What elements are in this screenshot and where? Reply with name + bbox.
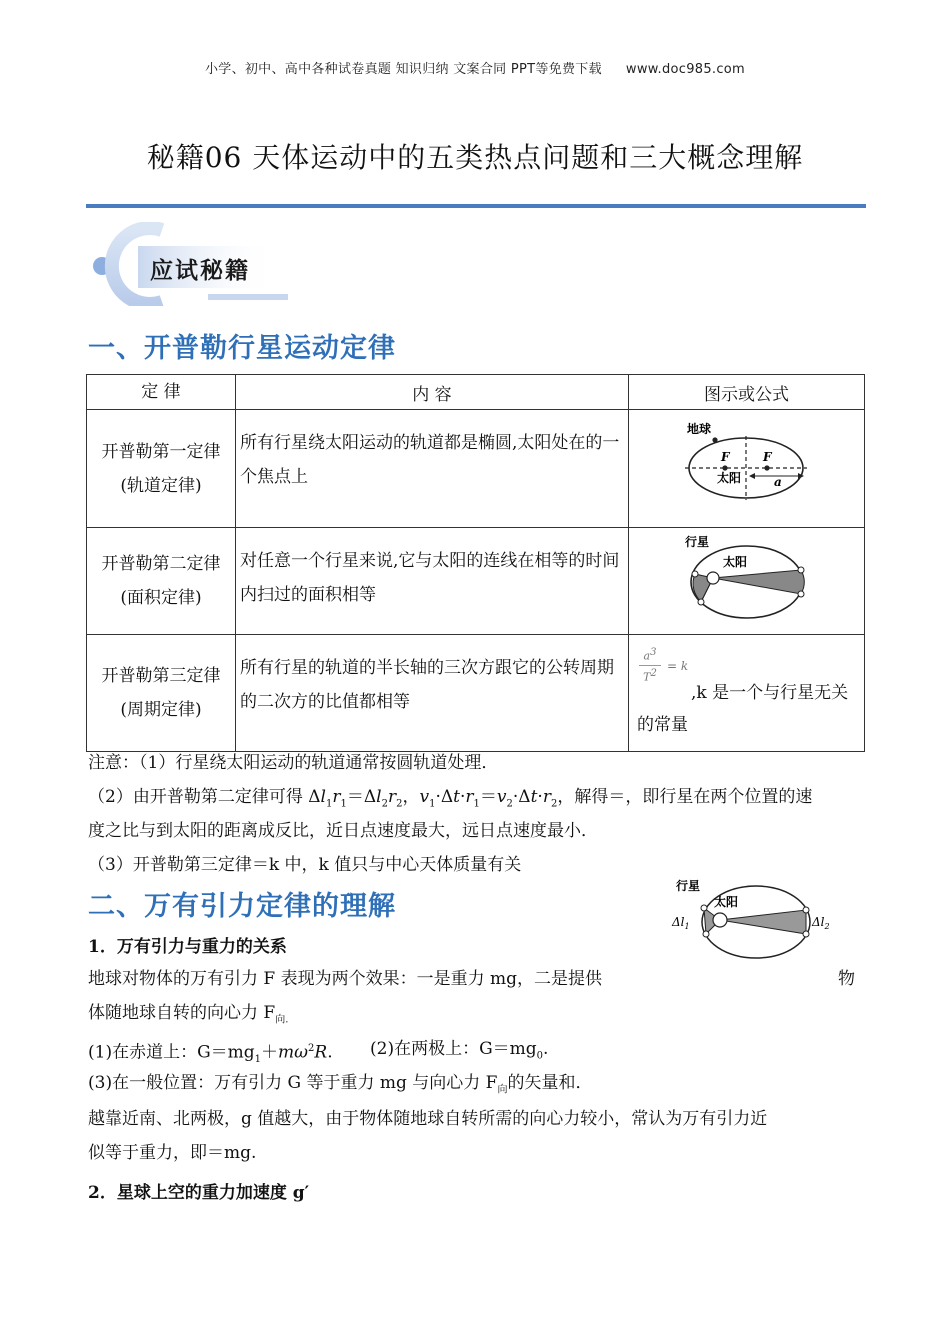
note-2-equation: $\Delta l_1r_1=\Delta l_2r_2$，$v_1\cdot\Delta t\cdot r_1=v_2\cdot\Delta t\cdot r_2$ <box>308 787 558 810</box>
law-content: 对任意一个行星来说,它与太阳的连线在相等的时间内扫过的面积相等 <box>235 528 628 635</box>
site-header-note <box>0 58 950 77</box>
table-header-figure: 图示或公式 <box>629 375 865 410</box>
planet-dot-icon <box>698 599 704 605</box>
paragraph-4: 越靠近南、北两极，g 值越大，由于物体随地球自转所需的向心力较小，常认为万有引力近 <box>88 1109 768 1129</box>
planet-dot-icon <box>803 931 809 937</box>
section2-heading: 二、万有引力定律的理解 <box>88 891 396 922</box>
planet-dot-icon <box>701 905 707 911</box>
sun-label: 太阳 <box>717 471 742 485</box>
table-header-content: 内 容 <box>235 375 628 410</box>
header-url[interactable]: www.doc985.com <box>625 62 746 77</box>
paragraph-1-tail: 物 <box>838 969 855 989</box>
law-name: 开普勒第二定律 <box>101 554 221 574</box>
area-figure <box>629 528 865 635</box>
equator-formula: (1)在赤道上：$G=mg_1+m\omega^2R$. <box>88 1042 333 1066</box>
delta-l1-label: $\Delta l_1$ <box>672 915 690 931</box>
formula-description: ,k 是一个与行星无关的常量 <box>637 683 849 735</box>
table-row <box>87 528 865 635</box>
law-content: 所有行星绕太阳运动的轨道都是椭圆,太阳处在的一个焦点上 <box>235 410 628 528</box>
orbit-ellipse-diagram <box>629 414 862 518</box>
note-2-cont: 度之比与到太阳的距离成反比，近日点速度最大，远日点速度最小． <box>88 821 598 841</box>
table-row <box>87 410 865 528</box>
law-name: 开普勒第三定律 <box>101 666 221 686</box>
paragraph-1-cont: 体随地球自转的向心力 $F_{向.}$ <box>88 1003 289 1026</box>
equal-area-diagram <box>629 532 862 626</box>
law-alias: (轨道定律) <box>120 475 202 496</box>
planet-label: 行星 <box>676 879 701 893</box>
pole-formula: (2)在两极上：$G=mg_0$. <box>370 1039 549 1062</box>
table-header-row <box>87 375 865 410</box>
law-cell <box>87 528 236 635</box>
banner-label: 应试秘籍 <box>150 258 250 284</box>
section1-heading: 一、开普勒行星运动定律 <box>88 333 396 364</box>
document-title: 秘籍06 天体运动中的五类热点问题和三大概念理解 <box>146 141 804 174</box>
law-alias: (周期定律) <box>120 700 202 720</box>
formula-fraction: $a^3$ $T^2$ <box>639 647 661 683</box>
kepler-laws-table <box>86 374 865 752</box>
formula-rhs: = k <box>667 659 689 673</box>
focus-point-icon <box>722 465 727 470</box>
semi-major-axis-label: a <box>774 475 782 489</box>
planet-dot-icon <box>703 931 709 937</box>
planet-dot-icon <box>692 571 698 577</box>
subsection-2-title: 2．星球上空的重力加速度 g′ <box>88 1183 310 1203</box>
paragraph-5: 似等于重力，即＝mg. <box>88 1143 257 1163</box>
formula-cell <box>629 635 865 752</box>
planet-dot-icon <box>798 591 804 597</box>
planet-dot-icon <box>803 907 809 913</box>
sun-label: 太阳 <box>714 895 739 909</box>
subsection-1-title: 1．万有引力与重力的关系 <box>88 937 287 957</box>
earth-label: 地球 <box>687 422 712 436</box>
note-3: （3）开普勒第三定律＝k 中，k 值只与中心天体质量有关 <box>88 855 522 875</box>
note-2: （2）由开普勒第二定律可得 $\Delta l_1r_1=\Delta l_2r_2$，$v_1\cdot\Delta t\cdot r_1=v_2\cdot\Delta t\cdot r_2$，解得＝，即行星在两个位置的速 <box>88 787 813 810</box>
table-header-law: 定 律 <box>87 375 236 410</box>
focus-label-right: F <box>763 450 772 464</box>
law-name: 开普勒第一定律 <box>101 441 221 462</box>
focus-label-left: F <box>721 450 730 464</box>
header-note-text: 小学、初中、高中各种试卷真题 知识归纳 文案合同 PPT等免费下载 <box>204 62 602 77</box>
law-cell <box>87 410 236 528</box>
note-1: 注意：（1）行星绕太阳运动的轨道通常按圆轨道处理． <box>88 753 499 773</box>
law-content: 所有行星的轨道的半长轴的三次方跟它的公转周期的二次方的比值都相等 <box>235 635 628 752</box>
planet-speed-diagram <box>666 874 844 974</box>
earth-point-icon <box>712 437 717 442</box>
sun-label: 太阳 <box>723 554 748 569</box>
table-row <box>87 635 865 752</box>
sun-circle-icon <box>707 572 719 584</box>
delta-l2-label: $\Delta l_2$ <box>812 915 830 931</box>
title-divider <box>86 204 866 208</box>
planet-label: 行星 <box>685 534 710 549</box>
law-alias: (面积定律) <box>120 588 202 608</box>
general-position-text: (3)在一般位置：万有引力 G 等于重力 mg 与向心力 $F_向$的矢量和． <box>88 1073 593 1096</box>
planet-dot-icon <box>798 567 804 573</box>
ellipse-figure <box>629 410 865 528</box>
focus-point-icon <box>764 465 769 470</box>
paragraph-1: 地球对物体的万有引力 F 表现为两个效果：一是重力 mg，二是提供 <box>88 969 603 989</box>
law-cell <box>87 635 236 752</box>
sun-circle-icon <box>713 913 727 927</box>
orbit-speed-figure <box>666 874 844 978</box>
